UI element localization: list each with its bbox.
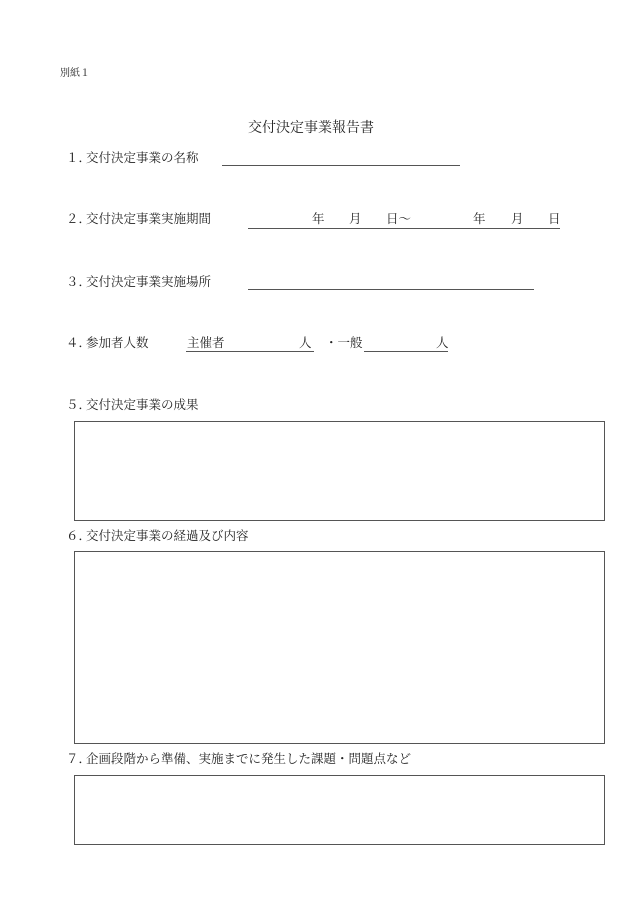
item2-start-month: 月	[349, 211, 362, 226]
item2-number: ２．	[66, 211, 92, 226]
item1-label: 交付決定事業の名称	[86, 150, 199, 165]
item4-general-unit: 人	[436, 335, 449, 350]
item7-issues-box[interactable]	[74, 775, 605, 845]
item5-results-box[interactable]	[74, 421, 605, 521]
item1-name-field[interactable]	[222, 165, 460, 166]
item3-location-field[interactable]	[248, 289, 534, 290]
item4-organizer-unit: 人	[299, 335, 312, 350]
item4-general-label: ・一般	[325, 335, 363, 350]
item6-content-box[interactable]	[74, 551, 605, 744]
item4-organizer-label: 主催者	[187, 335, 225, 350]
page-title: 交付決定事業報告書	[248, 120, 374, 136]
item4-general-field[interactable]	[364, 351, 448, 352]
item6-label: 交付決定事業の経過及び内容	[86, 528, 249, 543]
item3-label: 交付決定事業実施場所	[86, 274, 212, 289]
attachment-label: 別紙１	[60, 68, 90, 79]
item2-end-year: 年	[473, 211, 486, 226]
item4-organizer-field[interactable]	[186, 351, 314, 352]
item6-number: ６．	[66, 528, 92, 543]
item1-number: １．	[66, 150, 92, 165]
item2-end-day: 日	[548, 211, 561, 226]
item2-start-day: 日〜	[386, 211, 412, 226]
item3-number: ３．	[66, 274, 92, 289]
item7-number: ７．	[66, 751, 92, 766]
item4-number: ４．	[66, 335, 92, 350]
item2-label: 交付決定事業実施期間	[86, 211, 212, 226]
item5-number: ５．	[66, 397, 92, 412]
item2-period-field[interactable]	[248, 228, 560, 229]
item5-label: 交付決定事業の成果	[86, 397, 199, 412]
item7-label: 企画段階から準備、実施までに発生した課題・問題点など	[86, 751, 412, 766]
item2-end-month: 月	[511, 211, 524, 226]
item2-start-year: 年	[312, 211, 325, 226]
item4-label: 参加者人数	[86, 335, 149, 350]
